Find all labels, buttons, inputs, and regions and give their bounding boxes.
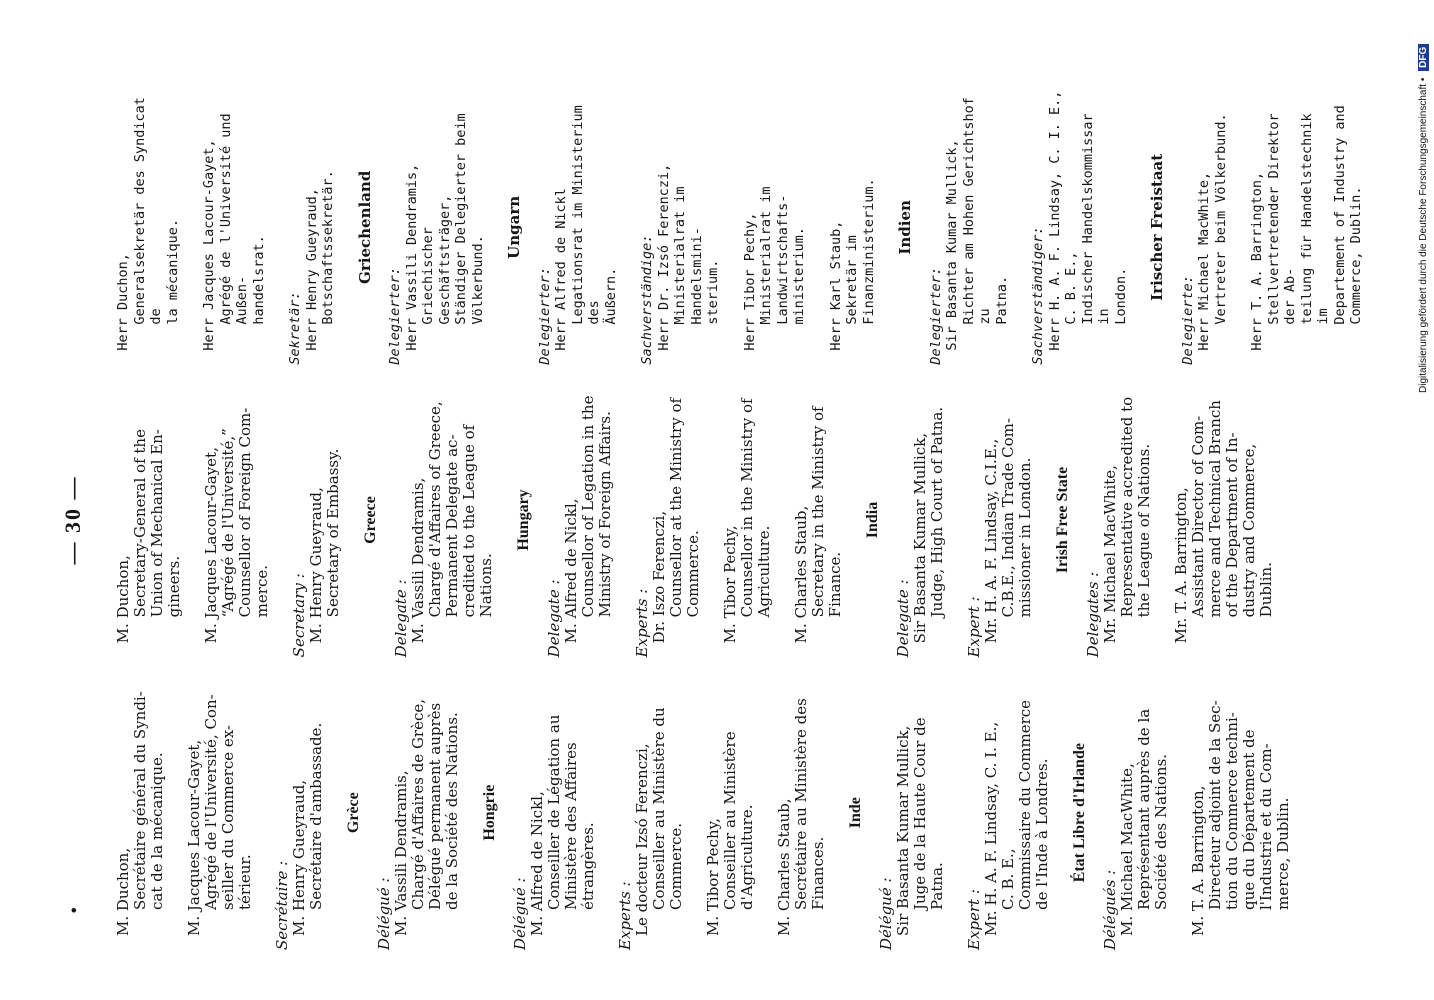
person-description-line: merce and Technical Branch [1206, 400, 1224, 618]
person-description-line: merce. [253, 565, 271, 618]
person-entry [404, 90, 487, 365]
role-label: Delegierte: [1179, 275, 1196, 365]
person-description-line: Ministerialrat im Handelsmini- [672, 186, 705, 325]
person-entry [1102, 383, 1153, 658]
column-german [115, 90, 1385, 365]
person-name: Le docteur Izsó Ferenczi, [633, 743, 651, 936]
person-name: Herr Alfred de Nickl [553, 188, 569, 351]
person-description-line: credited to the League of [460, 424, 478, 618]
person-description-line: Sekretär im Finanzministerium. [844, 178, 877, 325]
role-label: Experts : [633, 588, 651, 658]
person-description-line: Departement of Industry and [1331, 105, 1348, 325]
person-description-line: de l'Inde à Londres. [1033, 758, 1051, 910]
role-label: Delegate : [392, 579, 410, 658]
person-description-line: Permanent Delegate ac- [443, 434, 461, 618]
column-english [115, 383, 1385, 658]
person-entry [203, 383, 271, 658]
person-description-line: d'Agriculture. [738, 804, 756, 910]
person-entry [308, 383, 342, 658]
section-title: Hongrie [481, 784, 498, 841]
person-description-line: London. [1112, 267, 1129, 325]
person-description-line: Chargé d'Affaires of Greece, [426, 401, 444, 618]
person-description-line: Assistant Director of Com- [1189, 415, 1207, 618]
person-entry [1249, 90, 1365, 365]
person-name: Mr. Michael MacWhite, [1101, 465, 1119, 644]
person-name: M. Henry Gueyraud, [307, 487, 325, 644]
role-label: Délégué : [877, 877, 895, 950]
person-name: Mr. H. A. F. Lindsay, C.I.E., [982, 438, 1000, 644]
person-description-line: Secrétaire d'ambassade. [307, 722, 325, 910]
person-name: Herr T. A. Barrington, [1249, 171, 1265, 351]
role-label: Delegierter: [927, 267, 944, 365]
person-entry [705, 675, 756, 950]
digitization-sidebar [1418, 8, 1434, 393]
person-name: M. Tibor Pechy, [704, 818, 722, 936]
person-entry [115, 383, 183, 658]
person-description-line: Secrétaire général du Syndi- [131, 691, 149, 910]
person-description-line: the League of Nations. [1135, 443, 1153, 618]
person-name: M. Charles Staub, [792, 505, 810, 644]
person-entry [553, 90, 619, 365]
person-description-line: de la Société des Nations. [443, 712, 461, 910]
person-entry [983, 675, 1051, 950]
person-description-line: of the Department of In- [1223, 432, 1241, 618]
person-name: Mr. T. A. Barrington, [1172, 487, 1190, 644]
section-title: État Libre d'Irlande [1071, 743, 1088, 883]
person-description-line: C. B. E., [1063, 251, 1079, 325]
person-entry [186, 675, 254, 950]
person-name: Herr Henry Gueyraud, [303, 188, 320, 351]
role-label: Secrétaire : [273, 860, 291, 950]
section-title: Indien [896, 200, 914, 255]
person-description-line: Ministère des Affaires [562, 742, 580, 910]
person-description-line: Commerce. [667, 822, 685, 910]
person-description-line: Patna. [928, 862, 946, 910]
person-description-line: Counsellor at the Ministry of [667, 397, 685, 618]
section-title: Inde [847, 797, 864, 829]
person-entry [776, 675, 827, 950]
person-description-line: Agriculture. [755, 525, 773, 618]
role-label: Sachverständiger: [1030, 226, 1046, 365]
person-name: M. Charles Staub, [775, 798, 793, 936]
person-description-line: sterium. [705, 259, 721, 325]
person-description-line: Vertreter beim Völkerbund. [1212, 113, 1229, 325]
person-name: M. Henry Gueyraud, [290, 779, 308, 936]
person-name: Sir Basanta Kumar Mullick, [894, 725, 912, 936]
rotated-sheet [60, 80, 1364, 960]
person-entry [1173, 383, 1275, 658]
person-name: Herr Dr. Izsó Ferenczi, [655, 163, 672, 351]
role-label: Delegierter: [387, 267, 403, 365]
person-description-line: Finance. [826, 551, 844, 618]
person-description-line: teilung für Handelstechnik im [1298, 113, 1331, 325]
person-description-line: Conseiller au Ministère [721, 731, 739, 910]
person-description-line: l'Industrie et du Com- [1257, 743, 1275, 910]
person-entry [410, 383, 495, 658]
person-name: M. Vassili Dendramis, [392, 770, 410, 936]
role-label: Sachverständige: [639, 234, 655, 365]
person-description-line: Legationsrat im Ministerium des [569, 105, 602, 325]
person-description-line: Délégué permanent auprès [426, 702, 444, 910]
person-entry [304, 90, 337, 365]
person-description-line: Finances. [809, 836, 827, 910]
person-description-line: Secretary of Embassy. [324, 448, 342, 618]
person-name: M. Duchon, [114, 847, 132, 936]
person-description-line: Secretary in the Ministry of [809, 406, 827, 618]
role-label: Délégués : [1101, 869, 1119, 950]
person-description-line: Dublin. [1257, 562, 1275, 618]
person-name: M. Michael MacWhite, [1118, 763, 1136, 936]
person-description-line: Juge de la Haute Cour de [911, 717, 929, 910]
person-name: Herr Vassili Dendramis, [403, 163, 420, 351]
role-label: Expert : [965, 889, 983, 950]
person-entry [983, 383, 1034, 658]
person-description-line: Ministry of Foreign Affairs. [596, 411, 614, 618]
person-entry [944, 90, 1010, 365]
person-name: Mr. H. A. F. Lindsay, C. I. E., [982, 721, 1000, 936]
digitization-note-text: Digitalisierung gefördert durch die Deutsche Forschungsgemeinschaft • [1418, 77, 1429, 393]
person-entry [634, 675, 685, 950]
role-label: Délégué : [511, 877, 529, 950]
person-description-line: seiller du Commerce ex- [219, 724, 237, 910]
person-description-line: “Agrégé de l'Université,” [219, 428, 237, 618]
person-description-line: Botschaftssekretär. [320, 170, 336, 325]
person-entry [651, 383, 702, 658]
person-name: Dr. Iszo Ferenczi, [650, 510, 668, 644]
person-entry [742, 90, 808, 365]
person-entry [895, 675, 946, 950]
person-description-line: cat de la mécanique. [148, 752, 166, 910]
person-entry [115, 675, 166, 950]
column-french [115, 675, 1385, 950]
person-description-line: Société des Nations. [1152, 753, 1170, 910]
person-entry [393, 675, 461, 950]
person-name: M. Jacques Lacour-Gayet, [202, 447, 220, 644]
person-description-line: Agrégé de l'Université und Außen- [217, 113, 250, 325]
person-description-line: C. B. E., [999, 848, 1017, 910]
section-title: Grèce [345, 792, 362, 834]
person-name: M. Alfred de Nickl, [528, 791, 546, 936]
person-description-line: Representative accredited to [1118, 396, 1136, 618]
person-description-line: étrangères. [579, 822, 597, 910]
person-description-line: dustry and Commerce, [1240, 443, 1258, 618]
person-description-line: Union of Mechanical En- [148, 429, 166, 618]
person-description-line: Directeur adjoint de la Sec- [1206, 700, 1224, 910]
person-entry [529, 675, 597, 950]
person-name: Herr Karl Staub, [827, 220, 844, 351]
person-description-line: missioner in London. [1016, 457, 1034, 618]
person-description-line: Représentant auprès de la [1135, 708, 1153, 910]
person-name: M. Alfred de Nickl, [562, 498, 580, 644]
role-label: Expert : [965, 596, 983, 658]
person-name: M. Jacques Lacour-Gayet, [185, 739, 203, 936]
person-entry [115, 90, 181, 365]
person-description-line: térieur. [236, 854, 254, 910]
person-name: Herr Michael MacWhite, [1196, 171, 1212, 351]
section-title: Griechenland [355, 170, 374, 284]
person-entry [1047, 90, 1130, 365]
person-entry [1196, 90, 1229, 365]
columns [115, 90, 1385, 950]
person-entry [1119, 675, 1170, 950]
person-name: M. Duchon, [114, 555, 132, 644]
person-description-line: Counsellor in the Ministry of [738, 398, 756, 618]
person-entry [1190, 675, 1292, 950]
person-description-line: Generalsekretär des Syndicat de [131, 97, 164, 325]
person-entry [722, 383, 773, 658]
person-description-line: Counsellor of Foreign Com- [236, 407, 254, 618]
person-entry [563, 383, 614, 658]
person-description-line: Richter am Hohen Gerichtshof zu [960, 97, 993, 325]
section-title: Greece [362, 496, 379, 544]
person-name: M. T. A. Barrington, [1189, 785, 1207, 936]
person-name: Sir Basanta Kumar Mullick, [911, 432, 929, 644]
role-label: Delegierter: [536, 267, 553, 365]
person-description-line: tion du Commerce techni- [1223, 712, 1241, 910]
person-description-line: Chargé d'Affaires de Grèce, [409, 698, 427, 910]
role-label: Delegates : [1084, 571, 1102, 658]
section-title: Irischer Freistaat [1148, 153, 1166, 301]
person-description-line: Ständiger Delegierter beim [453, 113, 469, 325]
dfg-logo: DFG [1418, 44, 1429, 71]
person-description-line: Conseiller de Légation au [545, 714, 563, 910]
person-description-line: Judge, High Court of Patna. [928, 406, 946, 618]
section-title: India [864, 501, 881, 539]
person-description-line: Indischer Handelskommissar in [1079, 113, 1112, 325]
person-entry [656, 90, 722, 365]
person-description-line: Völkerbund. [469, 235, 486, 325]
role-label: Delegate : [545, 579, 563, 658]
person-description-line: Patna. [993, 275, 1010, 325]
person-name: Sir Basanta Kumar Mullick, [944, 139, 960, 351]
person-description-line: Agrégé de l'Université, Con- [202, 694, 220, 910]
page-number: — 30 — [60, 475, 85, 565]
section-title: Irish Free State [1054, 466, 1071, 574]
person-description-line: Ministerialrat im Landwirtschafts- [758, 186, 791, 325]
person-description-line: C.B.E., Indian Trade Com- [999, 418, 1017, 618]
person-description-line: que du Département de [1240, 729, 1258, 910]
person-entry [828, 90, 878, 365]
person-description-line: Nations. [477, 553, 495, 618]
digitization-note [1418, 8, 1432, 393]
person-name: Herr Duchon, [115, 253, 131, 351]
person-description-line: Secrétaire au Ministère des [792, 698, 810, 910]
person-entry [291, 675, 325, 950]
role-label: Delegate : [894, 579, 912, 658]
person-name: Herr Jacques Lacour-Gayet, [201, 139, 217, 351]
person-entry [201, 90, 267, 365]
person-name: M. Vassili Dendramis, [409, 477, 427, 644]
role-label: Sekretär: [287, 291, 303, 365]
person-name: M. Tibor Pechy, [721, 525, 739, 644]
person-entry [912, 383, 946, 658]
person-description-line: la mécanique. [164, 218, 181, 325]
section-title: Hungary [515, 489, 532, 551]
role-label: Secretary : [290, 573, 308, 658]
person-entry [793, 383, 844, 658]
person-description-line: handelsrat. [250, 235, 267, 325]
role-label: Experts : [616, 881, 634, 950]
person-description-line: Commerce. [684, 530, 702, 618]
person-name: Herr Tibor Pechy, [741, 212, 758, 351]
person-description-line: gineers. [165, 555, 183, 618]
person-description-line: Commerce, Dublin. [1348, 186, 1364, 325]
person-description-line: Conseiller au Ministère du [650, 707, 668, 910]
role-label: Délégué : [375, 877, 393, 950]
person-description-line: merce, Dublin. [1274, 797, 1292, 910]
person-description-line: ministerium. [791, 227, 807, 325]
person-description-line: Stellvertretender Direktor der Ab- [1265, 113, 1298, 325]
person-description-line: Äußern. [602, 267, 619, 325]
person-description-line: Secretary-General of the [131, 429, 149, 618]
person-description-line: Commissaire du Commerce [1016, 699, 1034, 910]
person-description-line: Counsellor of Legation in the [579, 395, 597, 618]
person-description-line: Griechischer Geschäftsträger, [420, 194, 453, 325]
speck-mark: • [65, 905, 84, 915]
section-title: Ungarn [505, 195, 523, 259]
person-name: Herr H. A. F. Lindsay, C. I. E., [1046, 90, 1063, 351]
